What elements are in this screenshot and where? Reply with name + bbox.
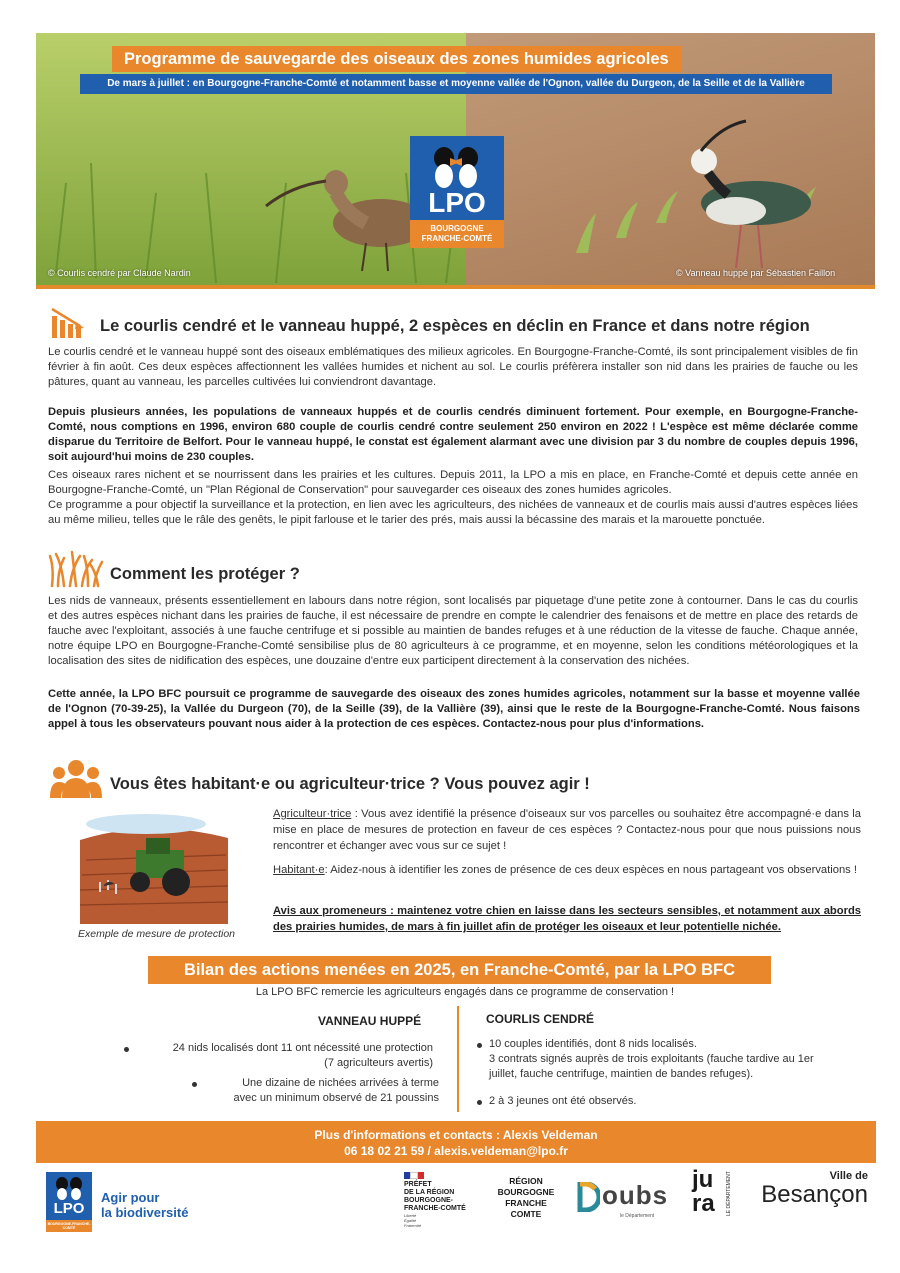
walkers-notice: Avis aux promeneurs : maintenez votre chien en laisse dans les secteurs sensibles, et notamment aux abords des prairies humides, de mars à fin juillet afin de protéger les oiseaux et leur potentielle nichée.	[273, 905, 861, 933]
footer-tagline	[101, 1190, 188, 1220]
farmer-paragraph	[273, 806, 861, 854]
doubs-logo	[576, 1180, 676, 1224]
section1-paragraph2: Depuis plusieurs années, les populations de vanneaux huppés et de courlis cendrés diminuent fortement. Pour exemple, en Bourgogne-Franche-Comté, nous comptions en 1996, environ 680 couple de courlis cendré contre seulement 250 environ en 2022 ! L'espèce est même déclarée comme disparue du Territoire de Belfort. Pour le vanneau huppé, le constat est également alarmant avec une division par 3 du nombre de couples depuis 1996, soit aujourd'hui moins de 230 couples.	[48, 406, 858, 463]
resident-label: Habitant·e	[273, 864, 325, 876]
besancon-line2: Besançon	[761, 1181, 868, 1208]
prefet-logo	[404, 1172, 466, 1228]
courlis-item1-line2: 3 contrats signés auprès de trois exploitants (fauche tardive au 1er	[489, 1053, 814, 1065]
bilan-title: Bilan des actions menées en 2025, en Franche-Comté, par la LPO BFC	[148, 956, 771, 984]
footer-tagline-line1: Agir pour	[101, 1190, 160, 1205]
jura-logo	[692, 1168, 742, 1224]
badge-name: LPO	[428, 187, 486, 218]
badge-region-line2: FRANCHE-COMTÉ	[421, 234, 493, 243]
vanneau-item2-line1: Une dizaine de nichées arrivées à terme	[242, 1077, 439, 1089]
footer-lpo-logo	[46, 1172, 92, 1232]
prefet-motto2: Égalité	[404, 1218, 417, 1223]
doubs-d-icon	[576, 1182, 600, 1212]
section1-paragraph4: Ce programme a pour objectif la surveillance et la protection, en lien avec les agriculteurs, des nichées de vanneaux et de courlis mais aussi d'autres espèces liées au même milieu, telles que le râle des genêts, le pipit farlouse et le tarier des prés, mais aussi la bécassine des marais et la marouette ponctuée.	[48, 499, 858, 526]
section2-title: Comment les protéger ?	[110, 565, 300, 583]
footer-lpo-region: BOURGOGNE-FRANCHE-COMTÉ	[47, 1222, 91, 1230]
courlis-heading: COURLIS CENDRÉ	[486, 1012, 595, 1026]
page-title: Programme de sauvegarde des oiseaux des zones humides agricoles	[112, 46, 681, 72]
section1-title: Le courlis cendré et le vanneau huppé, 2 espèces en déclin en France et dans notre région	[100, 317, 810, 335]
bilan-thanks: La LPO BFC remercie les agriculteurs engagés dans ce programme de conservation !	[255, 986, 675, 998]
region-line2: BOURGOGNE	[497, 1187, 555, 1197]
prefet-line1: PRÉFET	[404, 1181, 432, 1188]
section1-paragraph3: Ces oiseaux rares nichent et se nourrissent dans les prairies et les cultures. Depuis 2011, la LPO a mis en place, en Franche-Comté et depuis cette année en Bourgogne-Franche-Comté, un "Plan Régional de Conservation" pour sauvegarder ces oiseaux des zones humides agricoles.	[48, 469, 858, 496]
footer-tagline-line2: la biodiversité	[101, 1205, 189, 1220]
bullet	[477, 1100, 482, 1105]
doubs-wordmark: oubs	[602, 1180, 669, 1210]
lpo-badge-logo	[410, 136, 504, 248]
section1-paragraph1: Le courlis cendré et le vanneau huppé sont des oiseaux emblématiques des milieux agricoles. En Bourgogne-Franche-Comté, ils sont principalement visibles de fin février à fin août. Ces deux espèces affectionnent les vallées humides et nichent au sol. Le courlis préfèrera installer son nid dans les prairies de fauche ou les pâtures, quant au vanneau, les parcelles cultivées lui conviendront davantage.	[48, 346, 858, 388]
prefet-line3: BOURGOGNE-	[404, 1197, 453, 1204]
contact-band	[36, 1121, 876, 1163]
vanneau-heading: VANNEAU HUPPÉ	[318, 1014, 422, 1028]
resident-paragraph	[273, 862, 861, 878]
contact-line2[interactable]: 06 18 02 21 59 / alexis.veldeman@lpo.fr	[344, 1144, 568, 1158]
prefet-motto1: Liberté	[404, 1213, 417, 1218]
vanneau-item1	[137, 1041, 433, 1071]
contact-line1: Plus d'informations et contacts : Alexis Veldeman	[314, 1128, 598, 1142]
grass-icon	[48, 550, 104, 588]
jura-subtitle: LE DÉPARTEMENT	[726, 1171, 732, 1216]
prefet-line4: FRANCHE-COMTÉ	[404, 1205, 466, 1212]
french-flag-icon	[404, 1172, 424, 1179]
vanneau-item2-line2: avec un minimum observé de 21 poussins	[233, 1092, 439, 1104]
bullet	[477, 1043, 482, 1048]
photo-credit-left: © Courlis cendré par Claude Nardin	[48, 268, 191, 278]
page-subtitle: De mars à juillet : en Bourgogne-Franche-Comté et notamment basse et moyenne vallée de l'Ognon, vallée du Durgeon, de la Seille et de la Vallière	[80, 74, 832, 94]
illustration-caption: Exemple de mesure de protection	[78, 928, 236, 940]
photo-credit-right: © Vanneau huppé par Sébastien Faillon	[676, 268, 836, 278]
vanneau-item1-line2: (7 agriculteurs avertis)	[324, 1057, 433, 1069]
bullet	[124, 1047, 129, 1052]
jura-line2: ra	[692, 1190, 715, 1217]
region-logo	[490, 1176, 562, 1220]
resident-text: : Aidez-nous à identifier les zones de présence de ces deux espèces en nous partageant vos observations !	[324, 864, 857, 876]
region-line3: FRANCHE	[505, 1198, 547, 1208]
badge-region-line1: BOURGOGNE	[430, 224, 484, 233]
courlis-item1-line1: 10 couples identifiés, dont 8 nids localisés.	[489, 1038, 697, 1050]
courlis-item1	[489, 1037, 869, 1082]
bullet	[192, 1082, 197, 1087]
farmer-text: : Vous avez identifié la présence d'oiseaux sur vos parcelles ou souhaitez être accompagné·e dans la mise en place de mesures de protection en faveur de ces espèces ? Contactez-nous pour que nous puissions nous rencontrer et échanger avec vous sur ce sujet !	[273, 808, 861, 852]
tractor-illustration	[76, 810, 231, 928]
people-icon	[50, 758, 102, 798]
doubs-subtitle: le Département	[620, 1213, 655, 1219]
footer-lpo-name: LPO	[53, 1200, 85, 1217]
farmer-label: Agriculteur·trice	[273, 808, 352, 820]
region-line1: RÉGION	[509, 1176, 543, 1186]
jura-line1: ju	[692, 1166, 714, 1193]
region-line4: COMTE	[510, 1209, 542, 1219]
section2-paragraph2: Cette année, la LPO BFC poursuit ce programme de sauvegarde des oiseaux des zones humides agricoles, notamment sur la basse et moyenne vallée de l'Ognon (70-39-25), la Vallée du Durgeon (70), de la Seille (39), de la Vallière (39), ainsi que le reste de la Bourgogne-Franche-Comté. Nous faisons appel à tous les observateurs pouvant nous aider à la protection de ces espèces. Contactez-nous pour plus d'informations.	[48, 688, 860, 730]
vanneau-item1-line1: 24 nids localisés dont 11 ont nécessité une protection	[172, 1042, 433, 1054]
prefet-line2: DE LA RÉGION	[404, 1189, 455, 1196]
courlis-item1-line3: juillet, fauche centrifuge, maintien de bandes refuges).	[489, 1068, 754, 1080]
declining-chart-icon	[50, 306, 88, 338]
vanneau-item2	[203, 1076, 439, 1106]
column-divider	[457, 1006, 459, 1112]
section3-title: Vous êtes habitant·e ou agriculteur·trice ? Vous pouvez agir !	[110, 775, 590, 793]
prefet-motto3: Fraternité	[404, 1223, 422, 1228]
courlis-item2: 2 à 3 jeunes ont été observés.	[489, 1095, 637, 1107]
besancon-logo	[748, 1170, 868, 1208]
besancon-line1: Ville de	[829, 1170, 868, 1182]
section2-paragraph1: Les nids de vanneaux, présents essentiellement en labours dans notre région, sont localisés par piquetage d'une petite zone à contourner. Dans le cas du courlis et des autres espèces nichant dans les prairies de fauche, il est nécessaire de prendre en compte le calendrier des fenaisons et de mettre en place des retards de fauche avec l'exploitant, associés à une fauche centrifuge et si possible au maintien de bandes refuges et à une réduction de la vitesse de fauche. Chaque année, notre équipe LPO en Bourgogne-Franche-Comté sensibilise plus de 80 agriculteurs à ce programme, et en moyenne, selon les conditions météorologiques et la localisation des sites de nidification des espèces, une douzaine d'entre eux participent directement à la conservation des nichées.	[48, 595, 858, 667]
